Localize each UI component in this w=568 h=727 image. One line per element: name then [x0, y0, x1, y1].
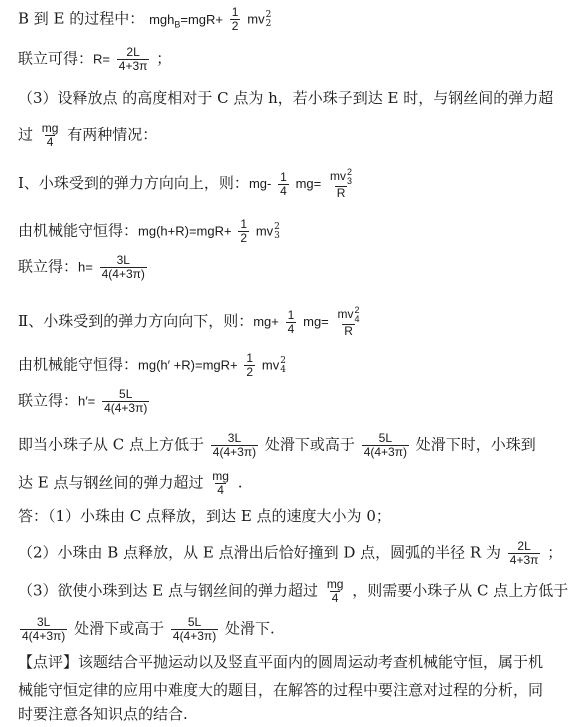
line-12: 达 E 点与钢丝间的弹力超过 $\frac{mg}{4}$ . — [18, 469, 243, 497]
line-15: （3）欲使小珠到达 E 点与钢丝间的弹力超过 $\frac{mg}{4}$ ，则需要小珠子从 C 点上方低于 — [18, 577, 568, 605]
fraction: $\frac{1}{4}$ — [280, 169, 287, 198]
line-1: B 到 E 的过程中： mgh$_B$=mgR+ $\frac{1}{2}$ mv 2 2 — [18, 5, 272, 33]
fraction: $\frac{2L}{4+3\pi}$ — [509, 539, 539, 567]
fraction: $\frac{mg}{4}$ — [326, 577, 344, 605]
line-4: 过 $\frac{mg}{4}$ 有两种情况： — [18, 121, 158, 149]
line-18: 械能守恒定律的应用中难度大的题目，在解答的过程中要注意对过程的分析，同 — [18, 681, 544, 699]
fraction: $\frac{3L}{4(4+3\pi)}$ — [101, 253, 145, 281]
line-14: （2）小珠由 B 点释放，从 E 点滑出后恰好撞到 D 点，圆弧的半径 R 为 $\frac{2L}{4+3\pi}$ ； — [18, 539, 563, 567]
line-6: 由机械能守恒得：mg(h+R)=mgR+ $\frac{1}{2}$ mv 2 3 — [18, 217, 280, 245]
fraction: $\frac{5L}{4(4+3\pi)}$ — [172, 615, 217, 643]
fraction: $\frac{1}{2}$ — [246, 351, 254, 379]
line-13: 答：（1）小珠由 C 点释放，到达 E 点的速度大小为 0； — [18, 507, 391, 525]
fraction: $\frac{mg}{4}$ — [212, 469, 229, 497]
fraction: $\frac{3L}{4(4+3\pi)}$ — [22, 615, 66, 643]
line-16: $\frac{3L}{4(4+3\pi)}$ 处滑下或高于 $\frac{5L}{4(4+3\pi)}$ 处滑下. — [22, 615, 275, 643]
line-7: 联立得：h= $\frac{3L}{4(4+3\pi)}$ — [18, 253, 145, 281]
fraction: $\frac{mg}{4}$ — [41, 121, 59, 149]
fraction: mv 2 3 R — [330, 167, 353, 200]
fraction: $\frac{1}{4}$ — [287, 307, 295, 336]
fraction: $\frac{5L}{4(4+3\pi)}$ — [363, 431, 407, 459]
line-19: 时要注意各知识点的结合. — [18, 705, 188, 723]
line-3: （3）设释放点 的高度相对于 C 点为 h，若小珠子到达 E 时，与钢丝间的弹力超 — [18, 89, 554, 107]
line-5: Ⅰ、小珠受到的弹力方向向上，则：mg- $\frac{1}{4}$ mg= mv 2 3 R — [18, 167, 353, 200]
fraction: $\frac{2L}{4+3\pi}$ — [118, 45, 148, 73]
fraction: $\frac{3L}{4(4+3\pi)}$ — [212, 431, 257, 459]
fraction: $\frac{1}{2}$ — [231, 5, 239, 33]
line-10: 联立得：h′= $\frac{5L}{4(4+3\pi)}$ — [18, 387, 148, 415]
line-11: 即当小珠子从 C 点上方低于 $\frac{3L}{4(4+3\pi)}$ 处滑下或高于 $\frac{5L}{4(4+3\pi)}$ 处滑下时，小珠到 — [18, 431, 536, 459]
line-9: 由机械能守恒得：mg(h′ +R)=mgR+ $\frac{1}{2}$ mv 2 4 — [18, 351, 286, 379]
line-2: 联立可得：R= $\frac{2L}{4+3\pi}$ ； — [18, 45, 172, 73]
fraction: $\frac{5L}{4(4+3\pi)}$ — [104, 387, 148, 415]
line-8: Ⅱ、小珠受到的弹力方向向下，则：mg+ $\frac{1}{4}$ mg= mv 2 4 R — [18, 305, 360, 338]
fraction: mv 2 4 R — [337, 305, 360, 338]
line-17: 【点评】该题结合平抛运动以及竖直平面内的圆周运动考查机械能守恒，属于机 — [18, 653, 544, 671]
fraction: $\frac{1}{2}$ — [240, 217, 248, 245]
